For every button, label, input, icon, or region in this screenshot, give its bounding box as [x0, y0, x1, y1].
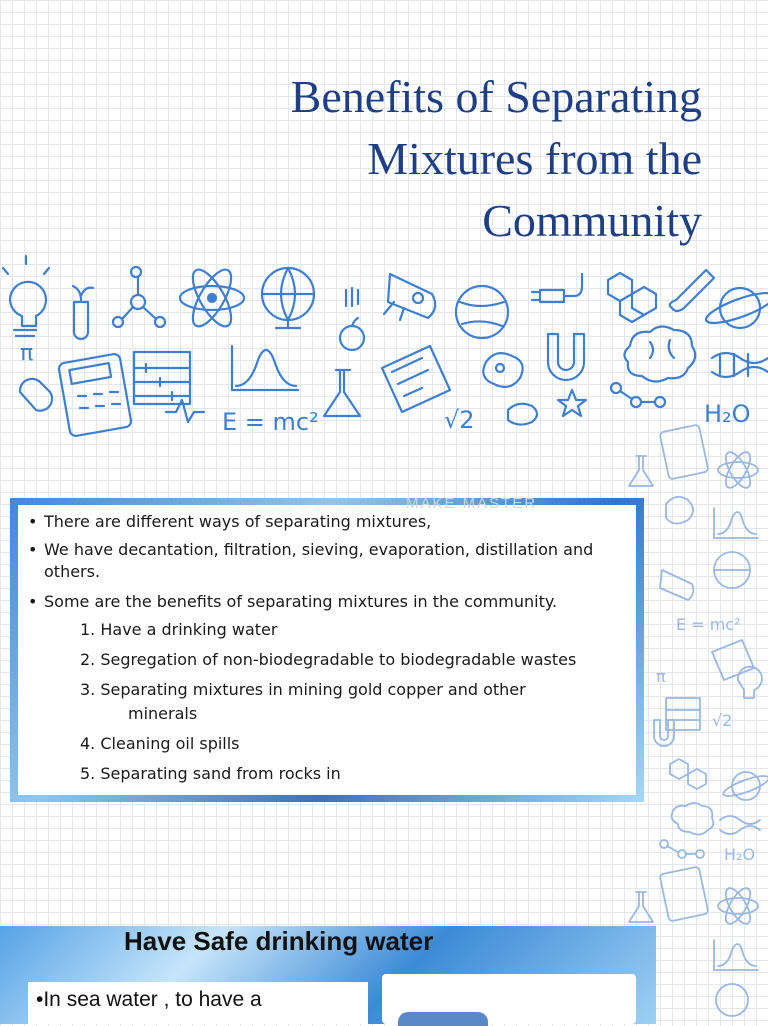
- bullet-item-2: • We have decantation, filtration, sieving, evaporation, distillation and others.: [28, 540, 594, 581]
- science-doodles-band: [0, 250, 768, 440]
- clipboard-icon: [382, 346, 450, 412]
- atom-icon: [180, 264, 244, 331]
- brain-icon-small: [672, 803, 714, 835]
- bullet-dot: •: [28, 512, 38, 531]
- slide-text-box: [28, 982, 368, 1024]
- rocket-icon: [384, 274, 435, 320]
- slide-title: Have Safe drinking water: [124, 926, 434, 956]
- bell-curve-icon-small: [714, 508, 758, 538]
- test-tube-icon: [670, 270, 714, 311]
- clipboard-icon-small: [712, 640, 754, 680]
- bullet-item-1: • There are different ways of separating mixtures,: [28, 512, 432, 531]
- numbered-item-5: 5. Separating sand from rocks in: [80, 764, 341, 783]
- test-tube-plant-icon: [73, 286, 93, 339]
- page-title: [222, 66, 702, 252]
- brain-icon: [624, 326, 695, 381]
- molecule-icon-small: [660, 840, 704, 858]
- molecule-icon: [113, 267, 165, 327]
- numbered-item-3-continued: minerals: [128, 704, 198, 723]
- rocket-icon-small: [660, 570, 693, 600]
- globe-icon-small-2: [716, 984, 748, 1016]
- globe-icon: [262, 268, 314, 328]
- numbered-item-3: 3. Separating mixtures in mining gold copper and other: [80, 680, 526, 699]
- water-formula-text: H₂O: [704, 400, 751, 428]
- sqrt-text: √2: [444, 406, 475, 434]
- lightbulb-icon-small: [738, 667, 762, 698]
- numbered-item-4: 4. Cleaning oil spills: [80, 734, 240, 753]
- title-line-2: Mixtures from the: [367, 133, 702, 184]
- sqrt-text-small: √2: [712, 711, 733, 730]
- star-icon: [558, 390, 586, 416]
- bell-curve-icon-small-2: [714, 940, 758, 970]
- numbered-item-1: 1. Have a drinking water: [80, 620, 278, 639]
- atom-icon-small-2: [718, 885, 758, 928]
- falling-apple-icon: [340, 288, 364, 350]
- dna-icon: [712, 353, 768, 377]
- slide-safe-drinking-water: [0, 926, 656, 1024]
- calculator-icon-small-2: [659, 866, 708, 921]
- magnet-icon: [548, 334, 584, 380]
- bullet-item-3: • Some are the benefits of separating mixtures in the community.: [28, 592, 558, 611]
- bacteria-icon-small: [666, 497, 693, 524]
- bacteria-icon: [483, 353, 537, 424]
- abacus-icon: [134, 352, 190, 404]
- slide-bullet-text: •In sea water , to have a: [36, 988, 262, 1011]
- energy-formula-text: E = mc²: [222, 408, 319, 436]
- flask-icon-small-2: [629, 892, 653, 922]
- pi-text-small: π: [656, 667, 666, 686]
- slide-benefits-list: [10, 495, 644, 802]
- dna-icon-small: [720, 816, 760, 834]
- globe-icon-2: [456, 286, 508, 338]
- plug-icon: [532, 274, 582, 302]
- flask-icon-small: [629, 456, 653, 486]
- molecule-icon-2: [611, 383, 665, 407]
- energy-formula-text-small: E = mc²: [676, 615, 741, 634]
- slide-benefits-content: [18, 495, 636, 795]
- calculator-icon: [58, 353, 132, 437]
- water-formula-text-small: H₂O: [724, 845, 756, 864]
- hexagon-chain-icon-small: [670, 759, 706, 789]
- watermark-text: MAKE MASTER: [406, 495, 538, 512]
- title-line-1: Benefits of Separating: [290, 71, 702, 122]
- globe-icon-small: [714, 552, 750, 588]
- flask-icon: [324, 370, 360, 416]
- atom-icon-small: [718, 449, 758, 492]
- bullet-dot: •: [28, 540, 38, 559]
- bullet-dot: •: [28, 592, 38, 611]
- lightbulb-icon: [3, 256, 49, 336]
- pi-text: π: [20, 341, 34, 366]
- bell-curve-icon: [232, 346, 298, 390]
- pill-icon: [20, 379, 52, 411]
- hexagon-chain-icon: [608, 273, 656, 322]
- water-container-image: [382, 974, 636, 1024]
- numbered-item-2: 2. Segregation of non-biodegradable to biodegradable wastes: [80, 650, 577, 669]
- planet-icon-small: [721, 772, 768, 800]
- planet-icon: [703, 287, 768, 329]
- calculator-icon-small: [659, 424, 708, 479]
- title-line-3: Community: [482, 195, 702, 246]
